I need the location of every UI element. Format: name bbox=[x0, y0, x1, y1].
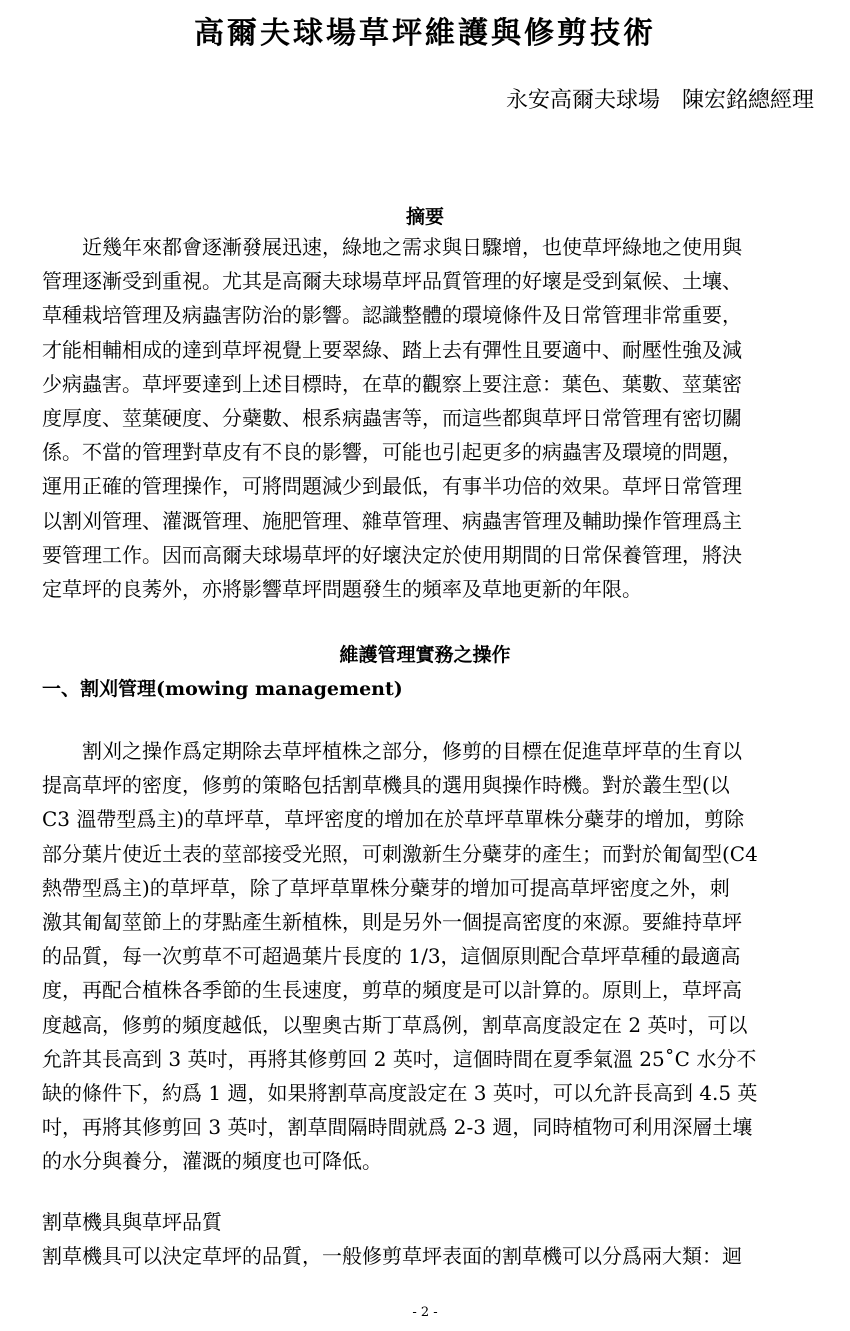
mower-line: 割草機具可以決定草坪的品質，一般修剪草坪表面的割草機可以分爲兩大類：迴 bbox=[42, 1244, 742, 1268]
page-number: - 2 - bbox=[412, 1305, 438, 1320]
abstract-line: 運用正確的管理操作，可將問題減少到最低，有事半功倍的效果。草坪日常管理 bbox=[42, 474, 742, 499]
abstract-line: 係。不當的管理對草皮有不良的影響，可能也引起更多的病蟲害及環境的問題， bbox=[42, 440, 742, 465]
section-subheading: 一、割刈管理(mowing management) bbox=[42, 678, 403, 700]
mowing-line: C3 溫帶型爲主)的草坪草，草坪密度的增加在於草坪草單株分蘗芽的增加，剪除 bbox=[42, 807, 745, 832]
abstract-paragraph bbox=[42, 230, 814, 606]
author-line: 永安高爾夫球場 陳宏銘總經理 bbox=[505, 88, 814, 113]
abstract-line: 定草坪的良莠外，亦將影響草坪問題發生的頻率及草地更新的年限。 bbox=[42, 576, 642, 601]
mowing-line: 割刈之操作爲定期除去草坪植株之部分，修剪的目標在促進草坪草的生育以 bbox=[42, 739, 742, 763]
abstract-line: 草種栽培管理及病蟲害防治的影響。認識整體的環境條件及日常管理非常重要， bbox=[42, 303, 742, 328]
abstract-line: 度厚度、莖葉硬度、分蘗數、根系病蟲害等，而這些都與草坪日常管理有密切關 bbox=[42, 405, 742, 430]
mowing-line: 允許其長高到 3 英吋，再將其修剪回 2 英吋，這個時間在夏季氣溫 25˚C 水分不 bbox=[42, 1046, 757, 1071]
abstract-heading: 摘要 bbox=[405, 206, 444, 228]
mowing-line: 提高草坪的密度，修剪的策略包括割草機具的選用與操作時機。對於叢生型(以 bbox=[42, 773, 730, 798]
abstract-line: 少病蟲害。草坪要達到上述目標時，在草的觀察上要注意：葉色、葉數、莖葉密 bbox=[42, 371, 742, 396]
mowing-line: 吋，再將其修剪回 3 英吋，割草間隔時間就爲 2-3 週，同時植物可利用深層土壤 bbox=[42, 1115, 753, 1140]
mowing-line: 部分葉片使近土表的莖部接受光照，可刺激新生分蘗芽的產生；而對於匍匐型(C4 bbox=[42, 841, 758, 866]
abstract-line: 近幾年來都會逐漸發展迅速，綠地之需求與日驟增，也使草坪綠地之使用與 bbox=[42, 235, 742, 259]
abstract-line: 才能相輔相成的達到草坪視覺上要翠綠、踏上去有彈性且要適中、耐壓性強及減 bbox=[42, 337, 742, 362]
mowing-line: 的水分與養分，灌溉的頻度也可降低。 bbox=[42, 1149, 382, 1174]
mowing-line: 缺的條件下，約爲 1 週，如果將割草高度設定在 3 英吋，可以允許長高到 4.5 英 bbox=[42, 1080, 758, 1105]
abstract-line: 要管理工作。因而高爾夫球場草坪的好壞決定於使用期間的日常保養管理，將決 bbox=[42, 542, 742, 567]
mowing-line: 激其匍匐莖節上的芽點產生新植株，則是另外一個提高密度的來源。要維持草坪 bbox=[42, 909, 742, 934]
mowing-line: 度，再配合植株各季節的生長速度，剪草的頻度是可以計算的。原則上，草坪高 bbox=[42, 978, 742, 1003]
mower-heading: 割草機具與草坪品質 bbox=[42, 1210, 222, 1234]
abstract-line: 管理逐漸受到重視。尤其是高爾夫球場草坪品質管理的好壞是受到氣候、土壤、 bbox=[42, 269, 742, 294]
abstract-line: 以割刈管理、灌溉管理、施肥管理、雜草管理、病蟲害管理及輔助操作管理爲主 bbox=[42, 508, 742, 533]
mowing-paragraph bbox=[42, 734, 814, 1178]
mowing-line: 度越高，修剪的頻度越低，以聖奧古斯丁草爲例，割草高度設定在 2 英吋，可以 bbox=[42, 1012, 748, 1037]
mowing-line: 熱帶型爲主)的草坪草，除了草坪草單株分蘗芽的增加可提高草坪密度之外，刺 bbox=[42, 875, 730, 900]
mowing-line: 的品質，每一次剪草不可超過葉片長度的 1/3，這個原則配合草坪草種的最適高 bbox=[42, 944, 741, 969]
section-heading: 維護管理實務之操作 bbox=[339, 644, 511, 666]
document-title: 高爾夫球場草坪維護與修剪技術 bbox=[194, 16, 656, 51]
